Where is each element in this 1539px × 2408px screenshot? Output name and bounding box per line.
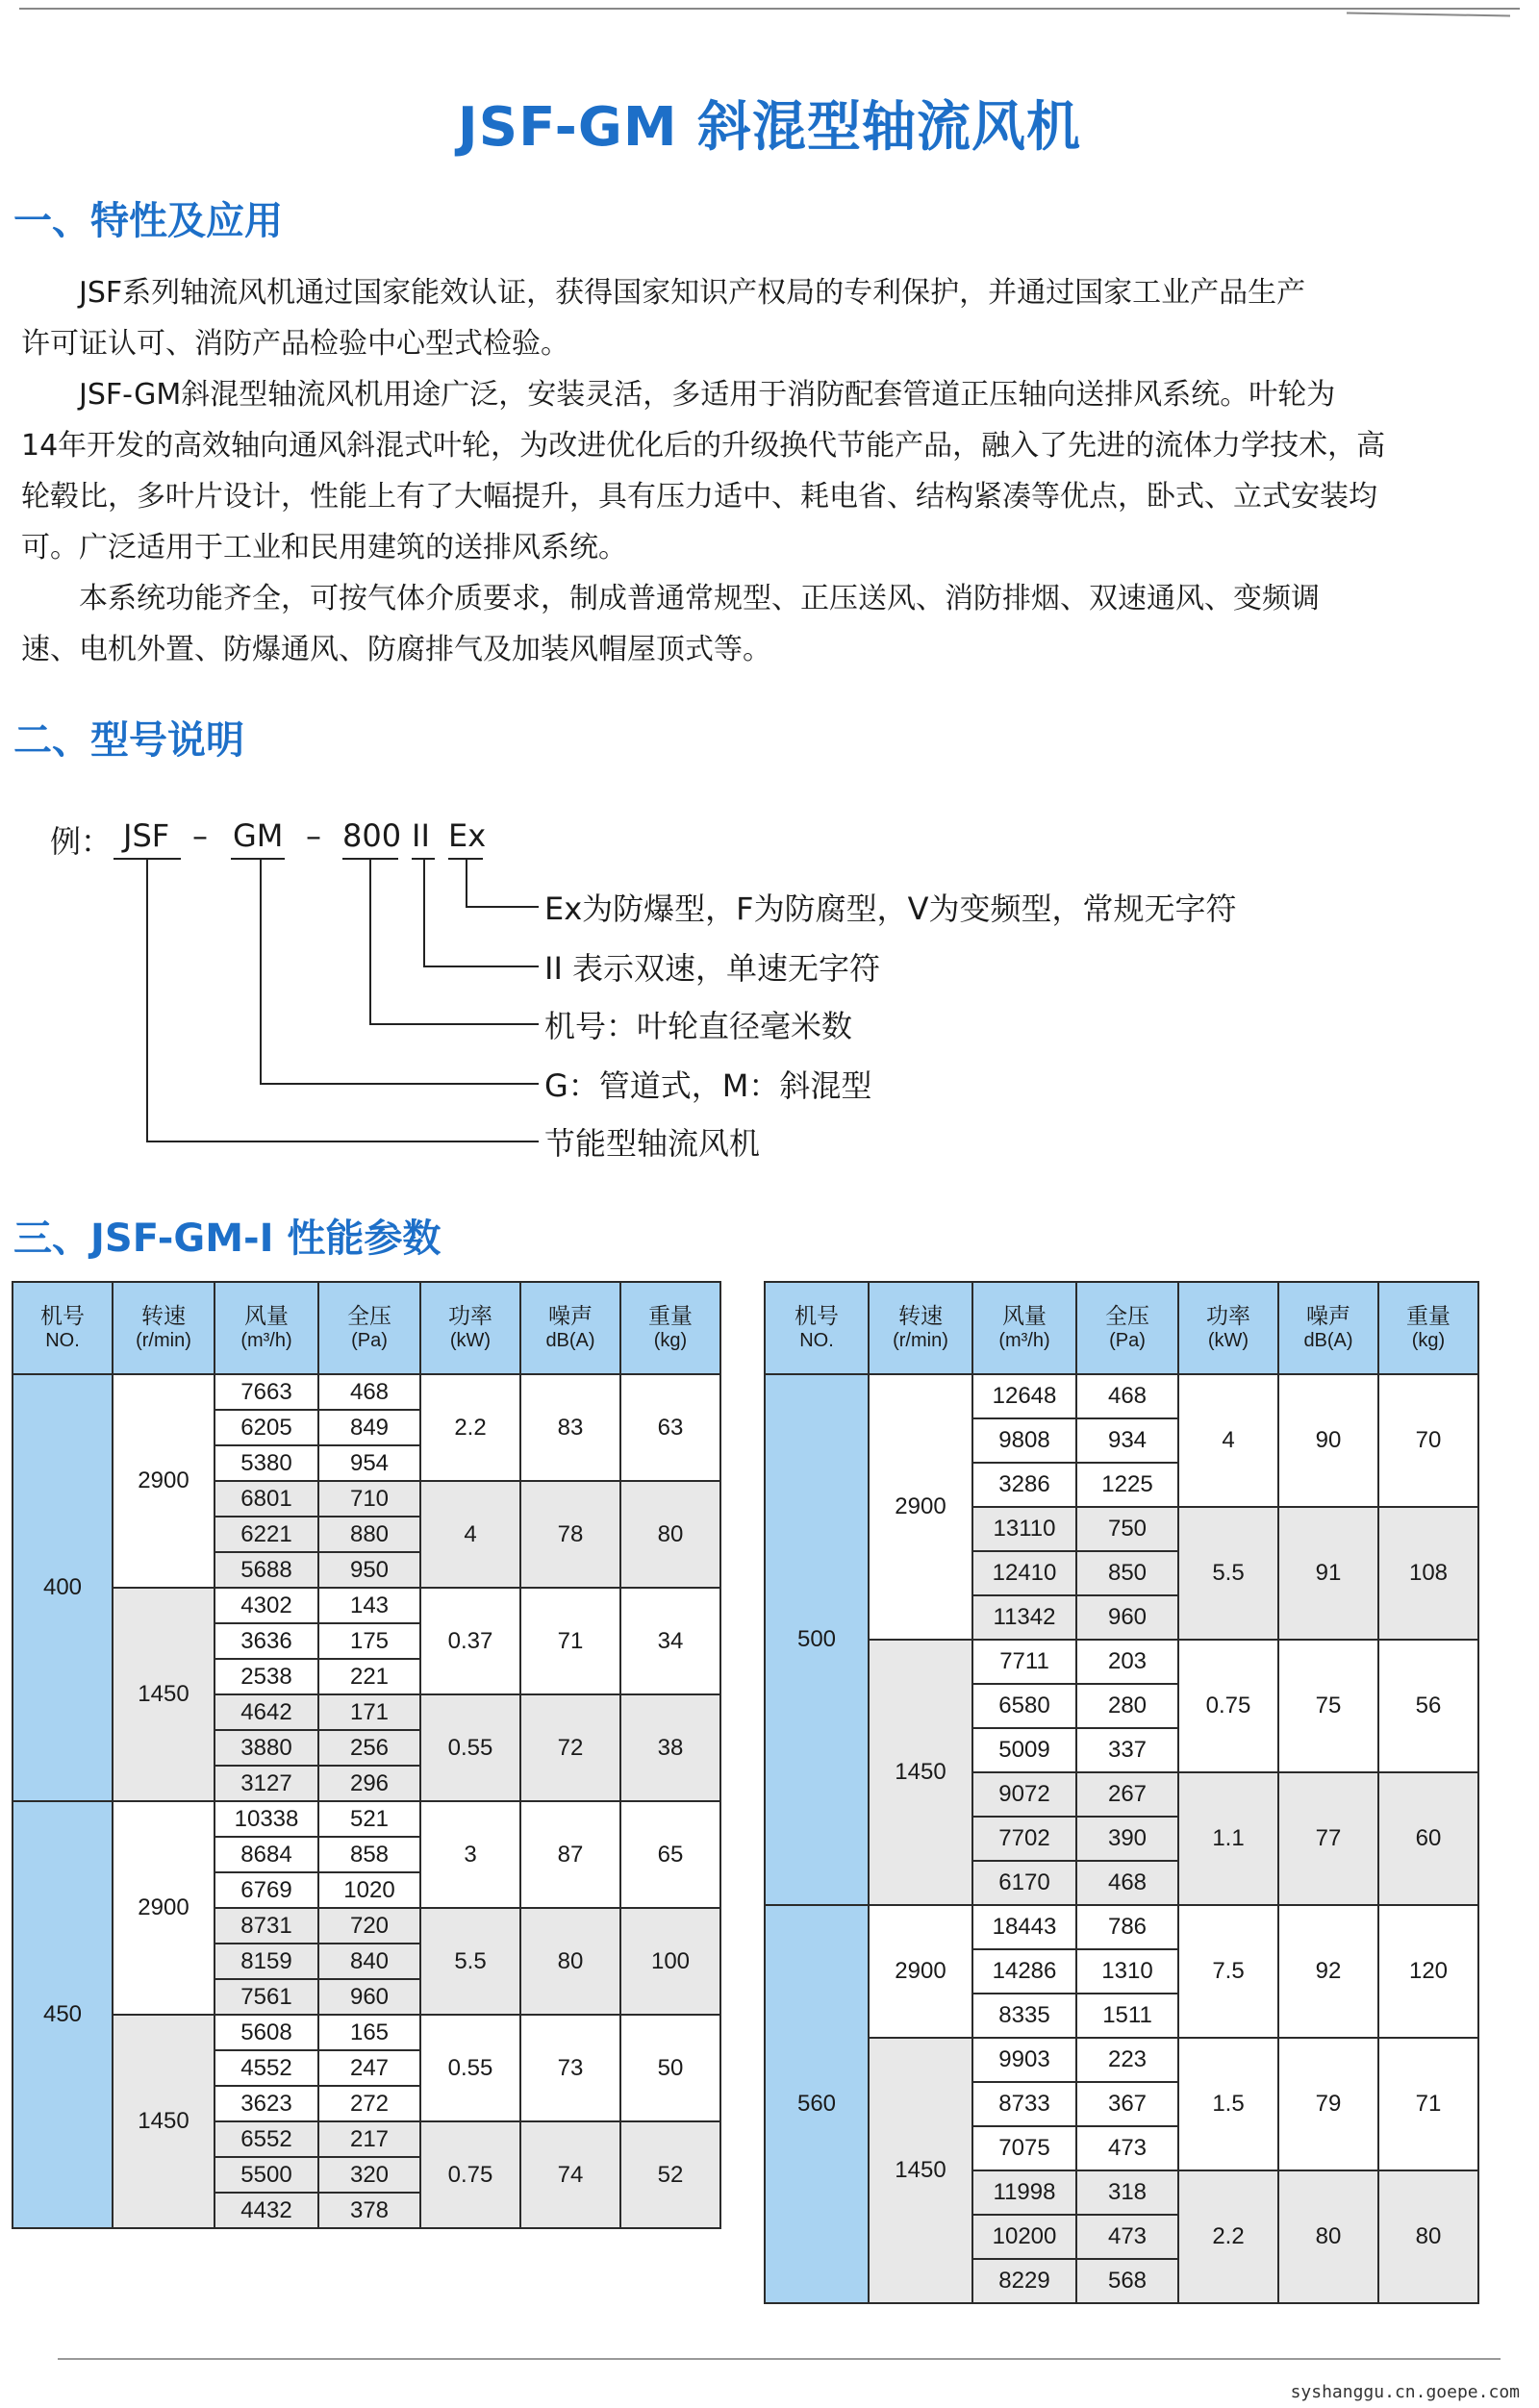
- weight-cell: 65: [620, 1801, 720, 1908]
- column-header-label: 风量: [1002, 1303, 1047, 1328]
- leader-type: [260, 858, 262, 1083]
- airflow-cell: 7561: [214, 1979, 318, 2015]
- pressure-cell: 143: [318, 1588, 420, 1623]
- weight-cell: 56: [1378, 1640, 1478, 1772]
- column-header-unit: (m³/h): [998, 1330, 1050, 1351]
- noise-cell: 77: [1278, 1772, 1378, 1905]
- pressure-cell: 858: [318, 1837, 420, 1872]
- features-paragraph-3: [21, 573, 1502, 624]
- text-line: 14年开发的高效轴向通风斜混式叶轮，为改进优化后的升级换代节能产品，融入了先进的流体力学技术，高: [21, 429, 1386, 463]
- airflow-cell: 7702: [972, 1817, 1076, 1861]
- table-row: [13, 1801, 720, 1837]
- code-part-series: JSF: [123, 817, 170, 854]
- table-row: [13, 1374, 720, 1410]
- text-line: 可。广泛适用于工业和民用建筑的送排风系统。: [21, 531, 627, 564]
- example-prefix: 例：: [50, 823, 113, 860]
- features-paragraph-2-cont: [21, 420, 1502, 573]
- features-paragraph-3-cont: [21, 624, 1502, 675]
- noise-cell: 72: [520, 1694, 620, 1801]
- airflow-cell: 3286: [972, 1463, 1076, 1507]
- code-dash-1: –: [192, 817, 208, 854]
- column-header-unit: (r/min): [893, 1330, 948, 1351]
- airflow-cell: 7711: [972, 1640, 1076, 1684]
- airflow-cell: 9903: [972, 2038, 1076, 2082]
- airflow-cell: 5608: [214, 2015, 318, 2050]
- column-header-label: 风量: [244, 1303, 289, 1328]
- column-header-unit: (kW): [1207, 1330, 1249, 1351]
- top-rule-accent: [1347, 13, 1510, 17]
- speed-cell: 2900: [113, 1801, 214, 2015]
- weight-cell: 80: [620, 1481, 720, 1588]
- noise-cell: 83: [520, 1374, 620, 1481]
- airflow-cell: 18443: [972, 1905, 1076, 1949]
- pressure-cell: 786: [1076, 1905, 1178, 1949]
- weight-cell: 52: [620, 2121, 720, 2228]
- pressure-cell: 1310: [1076, 1949, 1178, 1994]
- pressure-cell: 390: [1076, 1817, 1178, 1861]
- power-cell: 0.75: [420, 2121, 520, 2228]
- airflow-cell: 5009: [972, 1728, 1076, 1772]
- underline-type: [231, 858, 285, 860]
- airflow-cell: 2538: [214, 1659, 318, 1694]
- pressure-cell: 954: [318, 1445, 420, 1481]
- airflow-cell: 4552: [214, 2050, 318, 2086]
- column-header: [520, 1282, 620, 1374]
- pressure-cell: 217: [318, 2121, 420, 2157]
- model-number-cell: 500: [765, 1374, 869, 1905]
- airflow-cell: 8733: [972, 2082, 1076, 2126]
- explanation-series: 节能型轴流风机: [544, 1125, 761, 1162]
- weight-cell: 108: [1378, 1507, 1478, 1640]
- airflow-cell: 6170: [972, 1861, 1076, 1905]
- weight-cell: 50: [620, 2015, 720, 2121]
- power-cell: 0.37: [420, 1588, 520, 1694]
- table-header-row: [765, 1282, 1478, 1374]
- power-cell: 0.75: [1178, 1640, 1278, 1772]
- noise-cell: 74: [520, 2121, 620, 2228]
- model-number-cell: 450: [13, 1801, 113, 2228]
- code-dash-2: –: [306, 817, 321, 854]
- column-header-label: 全压: [1105, 1303, 1149, 1328]
- column-header: [1378, 1282, 1478, 1374]
- pressure-cell: 171: [318, 1694, 420, 1730]
- column-header-unit: dB(A): [545, 1330, 595, 1351]
- table-row: [765, 1640, 1478, 1684]
- column-header-label: 转速: [898, 1303, 943, 1328]
- column-header: [765, 1282, 869, 1374]
- pressure-cell: 267: [1076, 1772, 1178, 1817]
- pressure-cell: 320: [318, 2157, 420, 2193]
- airflow-cell: 8335: [972, 1994, 1076, 2038]
- column-header-label: 机号: [795, 1303, 839, 1328]
- column-header: [1178, 1282, 1278, 1374]
- pressure-cell: 247: [318, 2050, 420, 2086]
- speed-cell: 1450: [113, 2015, 214, 2228]
- section-heading-features: 一、特性及应用: [13, 199, 283, 243]
- pressure-cell: 367: [1076, 2082, 1178, 2126]
- pressure-cell: 280: [1076, 1684, 1178, 1728]
- column-header-unit: NO.: [799, 1330, 834, 1351]
- airflow-cell: 11342: [972, 1595, 1076, 1640]
- weight-cell: 70: [1378, 1374, 1478, 1507]
- column-header-unit: dB(A): [1303, 1330, 1353, 1351]
- leader-h-size: [369, 1023, 539, 1025]
- airflow-cell: 10338: [214, 1801, 318, 1837]
- column-header-unit: (kW): [449, 1330, 492, 1351]
- pressure-cell: 1020: [318, 1872, 420, 1908]
- pressure-cell: 849: [318, 1410, 420, 1445]
- airflow-cell: 3623: [214, 2086, 318, 2121]
- pressure-cell: 950: [318, 1552, 420, 1588]
- airflow-cell: 14286: [972, 1949, 1076, 1994]
- column-header: [869, 1282, 972, 1374]
- noise-cell: 71: [520, 1588, 620, 1694]
- column-header: [972, 1282, 1076, 1374]
- pressure-cell: 960: [1076, 1595, 1178, 1640]
- noise-cell: 75: [1278, 1640, 1378, 1772]
- explanation-type: G：管道式，M：斜混型: [544, 1067, 872, 1104]
- airflow-cell: 6769: [214, 1872, 318, 1908]
- top-rule: [19, 8, 1520, 10]
- pressure-cell: 256: [318, 1730, 420, 1766]
- table-row: [765, 1905, 1478, 1949]
- features-paragraph-2: [21, 369, 1502, 420]
- speed-cell: 1450: [113, 1588, 214, 1801]
- pressure-cell: 468: [1076, 1861, 1178, 1905]
- leader-size: [369, 858, 371, 1023]
- column-header: [1076, 1282, 1178, 1374]
- power-cell: 1.1: [1178, 1772, 1278, 1905]
- airflow-cell: 8684: [214, 1837, 318, 1872]
- bottom-rule: [58, 2358, 1501, 2360]
- airflow-cell: 6205: [214, 1410, 318, 1445]
- power-cell: 2.2: [1178, 2170, 1278, 2303]
- pressure-cell: 934: [1076, 1418, 1178, 1463]
- airflow-cell: 5500: [214, 2157, 318, 2193]
- noise-cell: 73: [520, 2015, 620, 2121]
- explanation-variant: Ex为防爆型，F为防腐型，V为变频型，常规无字符: [544, 890, 1237, 927]
- text-line: JSF系列轴流风机通过国家能效认证，获得国家知识产权局的专利保护，并通过国家工业产品生产: [79, 276, 1306, 310]
- airflow-cell: 13110: [972, 1507, 1076, 1551]
- column-header: [420, 1282, 520, 1374]
- airflow-cell: 8731: [214, 1908, 318, 1944]
- weight-cell: 71: [1378, 2038, 1478, 2170]
- text-line: 许可证认可、消防产品检验中心型式检验。: [21, 327, 569, 361]
- features-paragraph-1: [21, 267, 1502, 318]
- noise-cell: 78: [520, 1481, 620, 1588]
- column-header-unit: (kg): [1411, 1330, 1446, 1351]
- power-cell: 1.5: [1178, 2038, 1278, 2170]
- airflow-cell: 12648: [972, 1374, 1076, 1418]
- airflow-cell: 11998: [972, 2170, 1076, 2215]
- table-row: [13, 2015, 720, 2050]
- table-row: [765, 2038, 1478, 2082]
- weight-cell: 100: [620, 1908, 720, 2015]
- explanation-size: 机号：叶轮直径毫米数: [544, 1008, 853, 1044]
- pressure-cell: 468: [1076, 1374, 1178, 1418]
- airflow-cell: 9808: [972, 1418, 1076, 1463]
- table-row: [13, 1588, 720, 1623]
- text-line: 速、电机外置、防爆通风、防腐排气及加装风帽屋顶式等。: [21, 633, 771, 666]
- pressure-cell: 468: [318, 1374, 420, 1410]
- airflow-cell: 4302: [214, 1588, 318, 1623]
- speed-cell: 2900: [869, 1374, 972, 1640]
- column-header-label: 噪声: [1306, 1303, 1350, 1328]
- pressure-cell: 850: [1076, 1551, 1178, 1595]
- features-paragraph-1-cont: [21, 318, 1502, 369]
- weight-cell: 80: [1378, 2170, 1478, 2303]
- noise-cell: 92: [1278, 1905, 1378, 2038]
- column-header: [13, 1282, 113, 1374]
- speed-cell: 2900: [113, 1374, 214, 1588]
- pressure-cell: 296: [318, 1766, 420, 1801]
- pressure-cell: 521: [318, 1801, 420, 1837]
- noise-cell: 90: [1278, 1374, 1378, 1507]
- power-cell: 0.55: [420, 1694, 520, 1801]
- power-cell: 2.2: [420, 1374, 520, 1481]
- text-line: 本系统功能齐全，可按气体介质要求，制成普通常规型、正压送风、消防排烟、双速通风、变频调: [79, 582, 1320, 615]
- airflow-cell: 5380: [214, 1445, 318, 1481]
- column-header: [318, 1282, 420, 1374]
- code-part-speed: II: [412, 817, 430, 854]
- airflow-cell: 6552: [214, 2121, 318, 2157]
- power-cell: 0.55: [420, 2015, 520, 2121]
- airflow-cell: 6801: [214, 1481, 318, 1517]
- leader-h-speed: [423, 966, 539, 967]
- pressure-cell: 568: [1076, 2259, 1178, 2303]
- power-cell: 3: [420, 1801, 520, 1908]
- model-number-cell: 400: [13, 1374, 113, 1801]
- speed-cell: 1450: [869, 1640, 972, 1905]
- noise-cell: 79: [1278, 2038, 1378, 2170]
- pressure-cell: 1225: [1076, 1463, 1178, 1507]
- airflow-cell: 4642: [214, 1694, 318, 1730]
- pressure-cell: 175: [318, 1623, 420, 1659]
- column-header-label: 机号: [40, 1303, 85, 1328]
- footer-url: syshanggu.cn.goepe.com: [1290, 2382, 1520, 2402]
- performance-table-left: [12, 1281, 721, 2229]
- leader-speed: [423, 858, 425, 966]
- airflow-cell: 3127: [214, 1766, 318, 1801]
- airflow-cell: 4432: [214, 2193, 318, 2228]
- column-header-unit: (m³/h): [240, 1330, 292, 1351]
- airflow-cell: 3636: [214, 1623, 318, 1659]
- airflow-cell: 10200: [972, 2215, 1076, 2259]
- noise-cell: 80: [1278, 2170, 1378, 2303]
- pressure-cell: 750: [1076, 1507, 1178, 1551]
- airflow-cell: 6221: [214, 1517, 318, 1552]
- pressure-cell: 203: [1076, 1640, 1178, 1684]
- pressure-cell: 223: [1076, 2038, 1178, 2082]
- column-header: [1278, 1282, 1378, 1374]
- pressure-cell: 960: [318, 1979, 420, 2015]
- column-header-label: 重量: [648, 1303, 693, 1328]
- pressure-cell: 880: [318, 1517, 420, 1552]
- power-cell: 7.5: [1178, 1905, 1278, 2038]
- power-cell: 4: [1178, 1374, 1278, 1507]
- noise-cell: 80: [520, 1908, 620, 2015]
- pressure-cell: 165: [318, 2015, 420, 2050]
- table-row: [765, 1374, 1478, 1418]
- column-header-label: 噪声: [548, 1303, 593, 1328]
- leader-series: [146, 858, 148, 1141]
- airflow-cell: 8159: [214, 1944, 318, 1979]
- leader-h-variant: [466, 906, 539, 908]
- text-line: JSF-GM斜混型轴流风机用途广泛，安装灵活，多适用于消防配套管道正压轴向送排风系统。叶轮为: [79, 378, 1336, 412]
- column-header-label: 转速: [141, 1303, 186, 1328]
- pressure-cell: 378: [318, 2193, 420, 2228]
- performance-table-right: [764, 1281, 1479, 2304]
- code-part-type: GM: [233, 817, 284, 854]
- column-header: [214, 1282, 318, 1374]
- column-header-unit: (r/min): [136, 1330, 191, 1351]
- model-number-cell: 560: [765, 1905, 869, 2303]
- pressure-cell: 473: [1076, 2215, 1178, 2259]
- airflow-cell: 7075: [972, 2126, 1076, 2170]
- pressure-cell: 1511: [1076, 1994, 1178, 2038]
- section-heading-performance: 三、JSF-GM-I 性能参数: [13, 1217, 442, 1261]
- code-part-variant: Ex: [448, 817, 487, 854]
- section-heading-model: 二、型号说明: [13, 718, 244, 763]
- explanation-speed: II 表示双速，单速无字符: [544, 950, 881, 987]
- pressure-cell: 840: [318, 1944, 420, 1979]
- leader-h-type: [260, 1083, 539, 1085]
- column-header-label: 全压: [347, 1303, 391, 1328]
- column-header-label: 功率: [448, 1303, 492, 1328]
- column-header: [620, 1282, 720, 1374]
- weight-cell: 63: [620, 1374, 720, 1481]
- weight-cell: 120: [1378, 1905, 1478, 2038]
- pressure-cell: 473: [1076, 2126, 1178, 2170]
- leader-variant: [466, 858, 467, 906]
- pressure-cell: 318: [1076, 2170, 1178, 2215]
- noise-cell: 91: [1278, 1507, 1378, 1640]
- airflow-cell: 8229: [972, 2259, 1076, 2303]
- pressure-cell: 272: [318, 2086, 420, 2121]
- airflow-cell: 9072: [972, 1772, 1076, 1817]
- table-header-row: [13, 1282, 720, 1374]
- airflow-cell: 3880: [214, 1730, 318, 1766]
- text-line: 轮毂比，多叶片设计，性能上有了大幅提升，具有压力适中、耗电省、结构紧凑等优点，卧式、立式安装均: [21, 480, 1377, 514]
- airflow-cell: 7663: [214, 1374, 318, 1410]
- pressure-cell: 710: [318, 1481, 420, 1517]
- pressure-cell: 337: [1076, 1728, 1178, 1772]
- column-header-unit: (Pa): [351, 1330, 388, 1351]
- power-cell: 5.5: [420, 1908, 520, 2015]
- column-header: [113, 1282, 214, 1374]
- pressure-cell: 720: [318, 1908, 420, 1944]
- speed-cell: 2900: [869, 1905, 972, 2038]
- noise-cell: 87: [520, 1801, 620, 1908]
- column-header-label: 功率: [1206, 1303, 1250, 1328]
- speed-cell: 1450: [869, 2038, 972, 2303]
- airflow-cell: 5688: [214, 1552, 318, 1588]
- airflow-cell: 6580: [972, 1684, 1076, 1728]
- weight-cell: 38: [620, 1694, 720, 1801]
- power-cell: 5.5: [1178, 1507, 1278, 1640]
- page-title: JSF-GM 斜混型轴流风机: [457, 96, 1082, 159]
- weight-cell: 34: [620, 1588, 720, 1694]
- weight-cell: 60: [1378, 1772, 1478, 1905]
- column-header-unit: (Pa): [1109, 1330, 1146, 1351]
- column-header-label: 重量: [1406, 1303, 1451, 1328]
- column-header-unit: NO.: [45, 1330, 80, 1351]
- column-header-unit: (kg): [653, 1330, 688, 1351]
- code-part-size: 800: [342, 817, 402, 854]
- power-cell: 4: [420, 1481, 520, 1588]
- pressure-cell: 221: [318, 1659, 420, 1694]
- leader-h-series: [146, 1141, 539, 1142]
- airflow-cell: 12410: [972, 1551, 1076, 1595]
